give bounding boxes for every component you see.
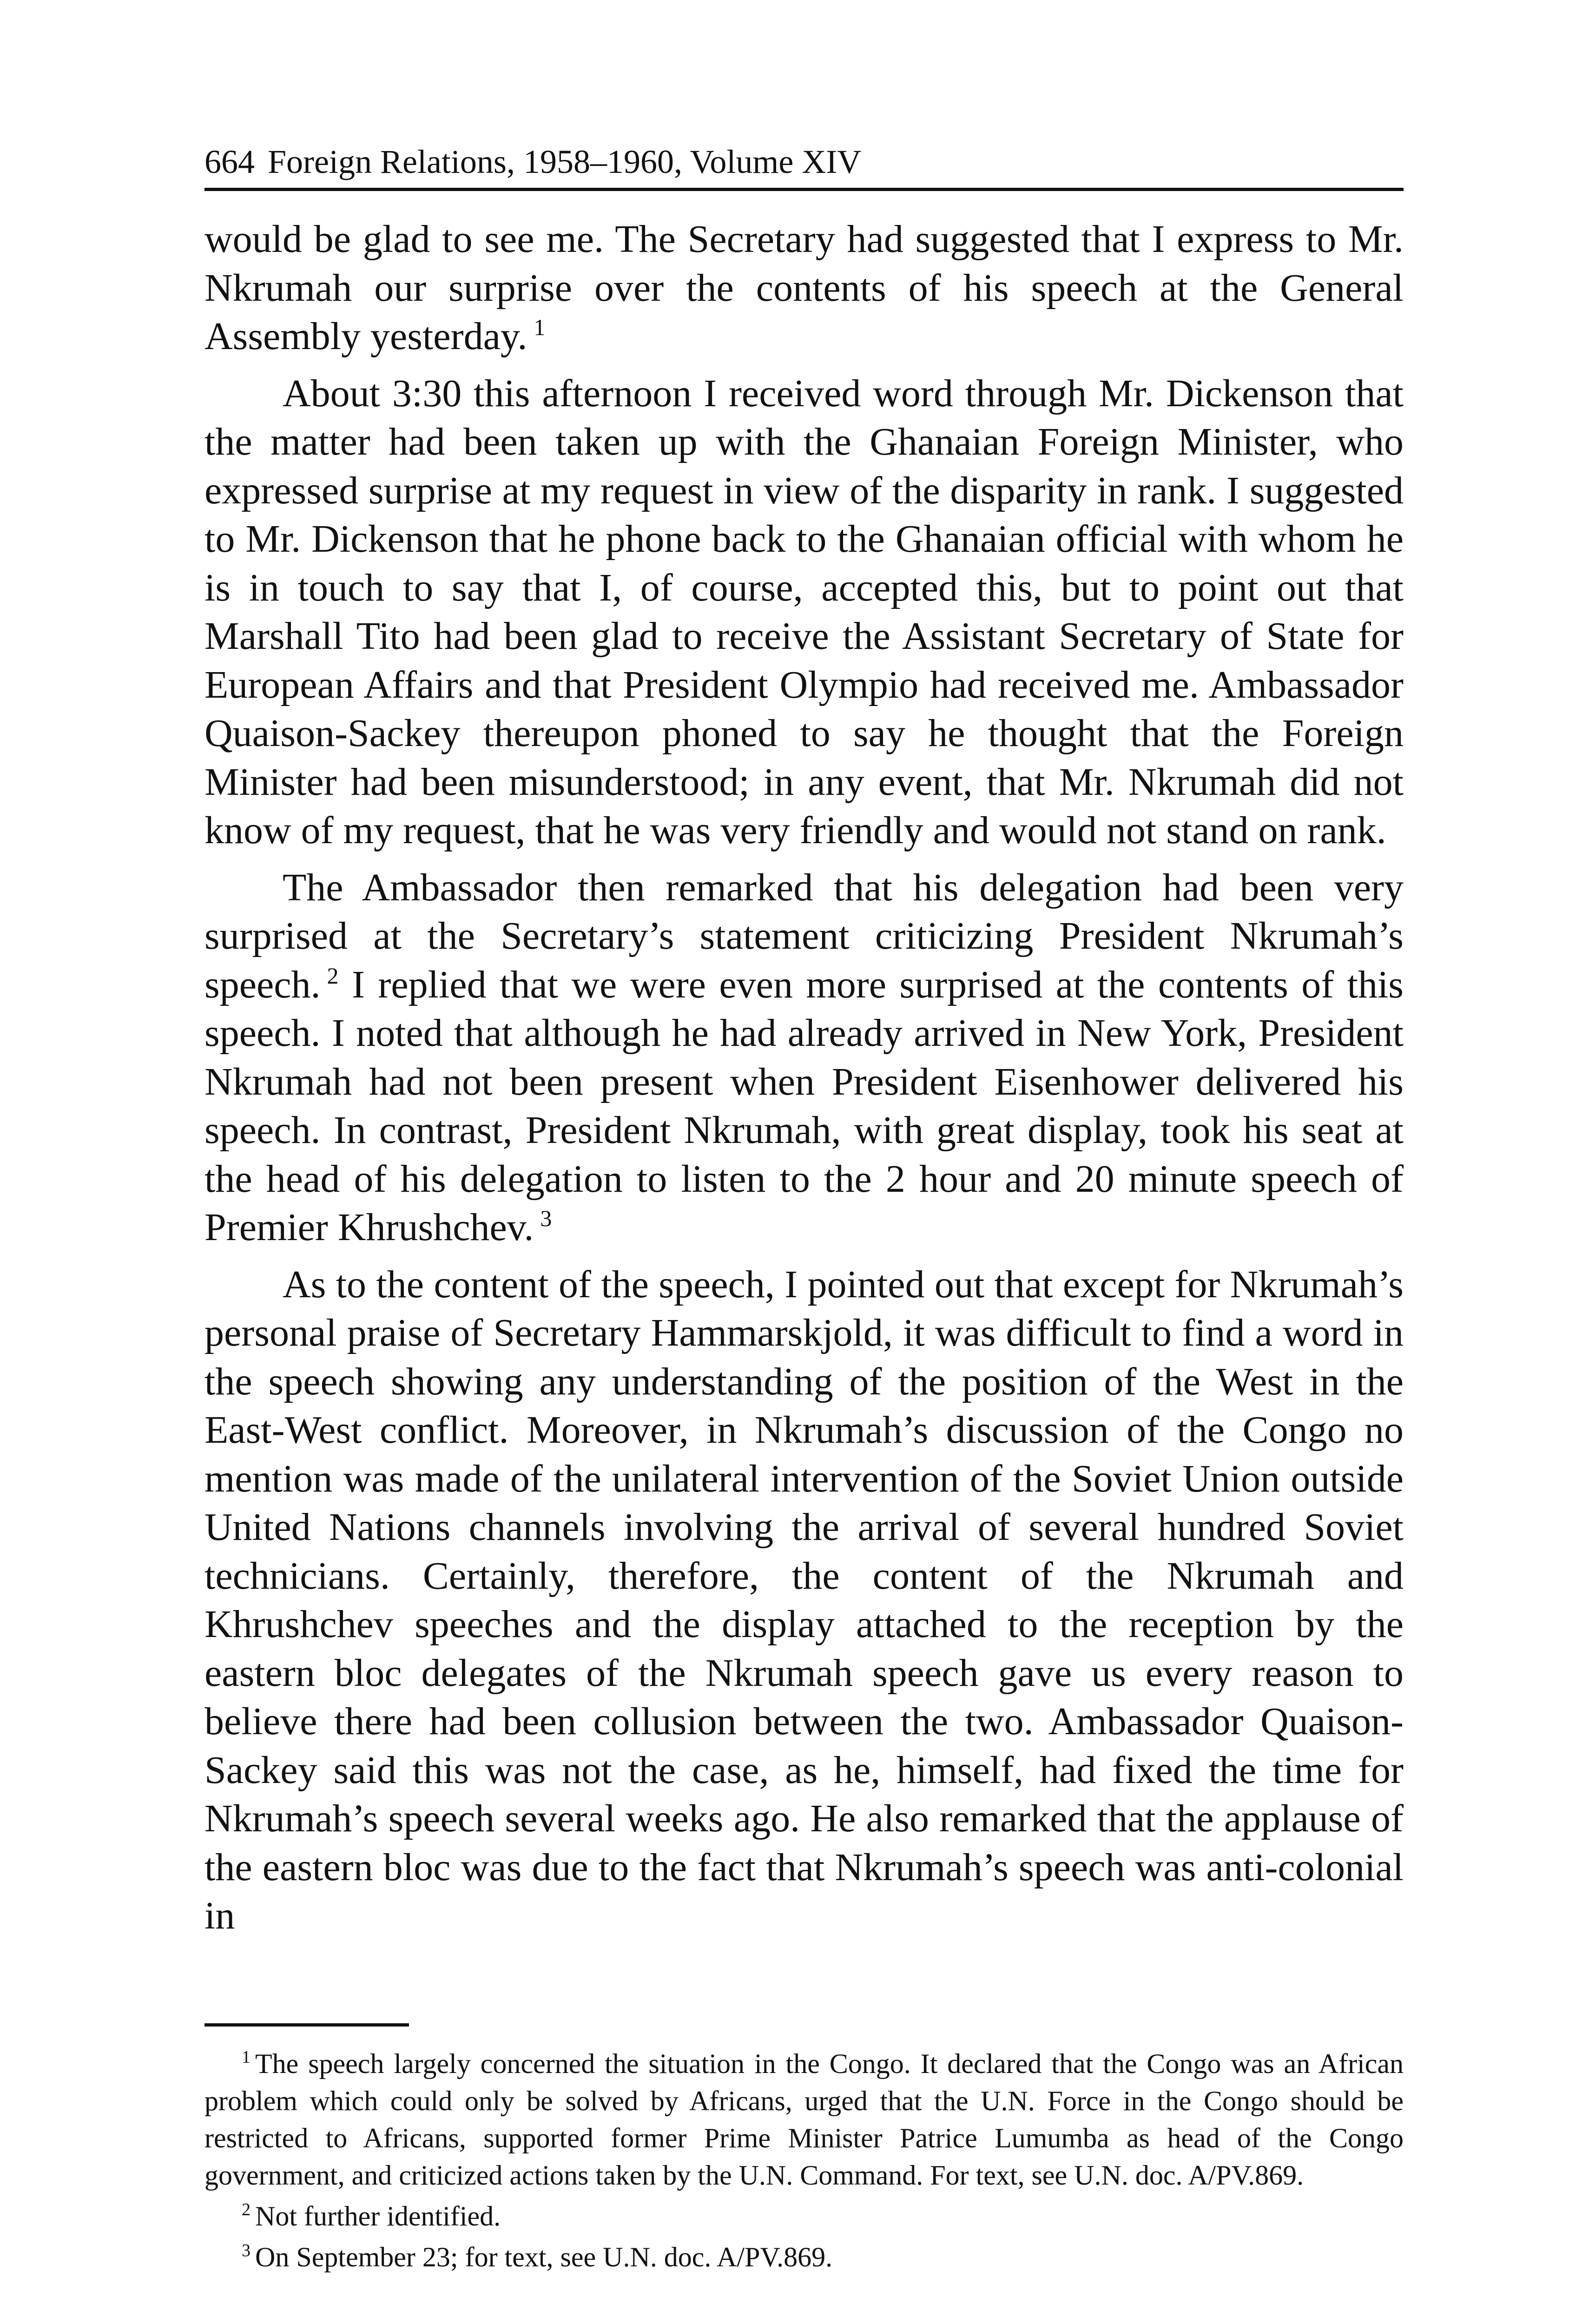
paragraph-3-text-after: I replied that we were even more surprised at the contents of this speech. I noted that although he had already arrived in New York, President Nkrumah had not been present when President Eisenhower delivered his speech. In contrast, President Nkrumah, with great display, took his seat at the head of his delegation to listen to the 2 hour and 20 minute speech of Premier Khrushchev. <box>204 963 1404 1249</box>
footnote-1 <box>204 2045 1404 2194</box>
paragraph-1-text: would be glad to see me. The Secretary had suggested that I express to Mr. Nkrumah our surprise over the contents of his speech at the General Assembly yesterday. <box>204 218 1404 358</box>
footnote-1-text: The speech largely concerned the situation in the Congo. It declared that the Congo was an African problem which could only be solved by Africans, urged that the U.N. Force in the Congo should be restricted to Africans, supported former Prime Minister Patrice Lumumba as head of the Congo government, and criticized actions taken by the U.N. Command. For text, see U.N. doc. A/PV.869. <box>204 2048 1404 2191</box>
footnote-3-text: On September 23; for text, see U.N. doc. A/PV.869. <box>255 2241 833 2272</box>
footnote-ref-2: 2 <box>327 962 339 989</box>
footnote-2-text: Not further identified. <box>255 2200 501 2232</box>
paragraph-2-text: About 3:30 this afternoon I received word through Mr. Dickenson that the matter had been taken up with the Ghanaian Foreign Minister, who expressed surprise at my request in view of the disparity in rank. I suggested to Mr. Dickenson that he phone back to the Ghanaian official with whom he is in touch to say that I, of course, accepted this, but to point out that Marshall Tito had been glad to receive the Assistant Secretary of State for European Affairs and that President Olympio had received me. Ambassador Quaison-Sackey thereupon phoned to say he thought that the Foreign Minister had been misunderstood; in any event, that Mr. Nkrumah did not know of my request, that he was very friendly and would not stand on rank. <box>204 371 1404 852</box>
paragraph-4-text: As to the content of the speech, I pointed out that except for Nkrumah’s personal praise of Secretary Hammarskjold, it was difficult to find a word in the speech showing any understanding of the position of the West in the East-West conflict. Moreover, in Nkrumah’s discussion of the Congo no mention was made of the unilateral intervention of the Soviet Union outside United Nations channels involving the arrival of several hundred Soviet technicians. Certainly, therefore, the content of the Nkrumah and Khrushchev speeches and the display attached to the reception by the eastern bloc delegates of the Nkrumah speech gave us every reason to believe there had been collusion between the two. Ambassador Quaison-Sackey said this was not the case, as he, himself, had fixed the time for Nkrumah’s speech several weeks ago. He also remarked that the applause of the eastern bloc was due to the fact that Nkrumah’s speech was anti-colonial in <box>204 1262 1404 1937</box>
footnotes <box>204 2045 1404 2276</box>
paragraph-3-text-before: The Ambassador then remarked that his delegation had been very surprised at the Secretary’s statement criticizing President Nkrumah’s speech. <box>204 865 1404 1006</box>
document-page <box>204 139 1404 2276</box>
footnote-ref-1: 1 <box>534 314 546 340</box>
footnote-2 <box>204 2198 1404 2235</box>
footnote-1-mark: 1 <box>242 2047 251 2067</box>
page-number: 664 <box>204 143 255 180</box>
body-text <box>204 215 1404 1941</box>
footnote-3-mark: 3 <box>242 2240 251 2260</box>
footnote-ref-3: 3 <box>540 1205 552 1231</box>
paragraph-2 <box>204 370 1404 855</box>
footnote-divider <box>204 2023 409 2027</box>
footnote-3 <box>204 2238 1404 2276</box>
paragraph-1 <box>204 215 1404 361</box>
volume-title: Foreign Relations, 1958–1960, Volume XIV <box>268 143 862 180</box>
paragraph-3 <box>204 864 1404 1252</box>
paragraph-4 <box>204 1261 1404 1941</box>
footnote-2-mark: 2 <box>242 2199 251 2219</box>
running-header <box>204 139 1404 191</box>
